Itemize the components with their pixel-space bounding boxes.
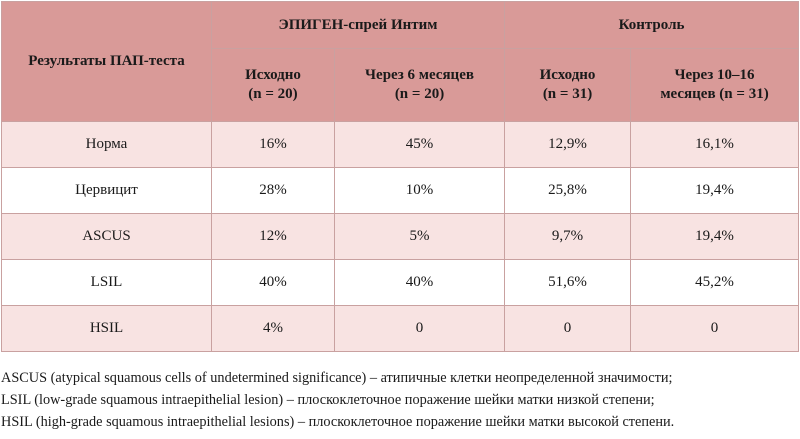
table-cell: 12% <box>212 214 335 260</box>
abbreviation-notes <box>1 367 799 433</box>
note-ascus: ASCUS (atypical squamous cells of undetermined significance) – атипичные клетки неопределенной значимости; <box>1 370 673 386</box>
table-cell: 25,8% <box>505 168 631 214</box>
table-cell: 4% <box>212 306 335 352</box>
pap-test-results-table <box>1 1 799 352</box>
table-row <box>2 214 799 260</box>
row-label: Норма <box>2 122 212 168</box>
table-cell: 51,6% <box>505 260 631 306</box>
row-label: HSIL <box>2 306 212 352</box>
table-cell: 40% <box>212 260 335 306</box>
table-cell: 0 <box>505 306 631 352</box>
table-cell: 40% <box>335 260 505 306</box>
table-row <box>2 122 799 168</box>
subheader-line1: Исходно <box>245 67 301 83</box>
subheader-line1: Через 10–16 <box>674 67 755 83</box>
subheader-line2: (n = 20) <box>394 86 445 102</box>
subheader-control-10-16-months <box>631 49 799 122</box>
table-cell: 10% <box>335 168 505 214</box>
table-cell: 28% <box>212 168 335 214</box>
subheader-control-baseline <box>505 49 631 122</box>
table-cell: 0 <box>631 306 799 352</box>
row-header-cell: Результаты ПАП-теста <box>2 2 212 122</box>
table-cell: 0 <box>335 306 505 352</box>
subheader-epigen-baseline <box>212 49 335 122</box>
row-label: Цервицит <box>2 168 212 214</box>
row-label: ASCUS <box>2 214 212 260</box>
note-hsil: HSIL (high-grade squamous intraepithelial lesions) – плоскоклеточное поражение шейки матки высокой степени. <box>1 414 675 430</box>
group-header-control: Контроль <box>505 2 799 49</box>
table-cell: 12,9% <box>505 122 631 168</box>
header-row-groups <box>2 2 799 49</box>
subheader-epigen-6-months <box>335 49 505 122</box>
subheader-line1: Исходно <box>539 67 596 83</box>
table-cell: 9,7% <box>505 214 631 260</box>
table-cell: 5% <box>335 214 505 260</box>
subheader-line1: Через 6 месяцев <box>365 67 474 83</box>
subheader-line2: (n = 20) <box>248 86 298 102</box>
subheader-line2: (n = 31) <box>542 86 593 102</box>
table-cell: 19,4% <box>631 214 799 260</box>
table-row <box>2 168 799 214</box>
table-cell: 45,2% <box>631 260 799 306</box>
table-cell: 19,4% <box>631 168 799 214</box>
subheader-line2: месяцев (n = 31) <box>660 86 769 102</box>
table-row <box>2 260 799 306</box>
table-row <box>2 306 799 352</box>
table-cell: 45% <box>335 122 505 168</box>
group-header-epigen: ЭПИГЕН-спрей Интим <box>212 2 505 49</box>
row-label: LSIL <box>2 260 212 306</box>
note-lsil: LSIL (low-grade squamous intraepithelial lesion) – плоскоклеточное поражение шейки матки низкой степени; <box>1 392 655 408</box>
table-cell: 16% <box>212 122 335 168</box>
table-cell: 16,1% <box>631 122 799 168</box>
